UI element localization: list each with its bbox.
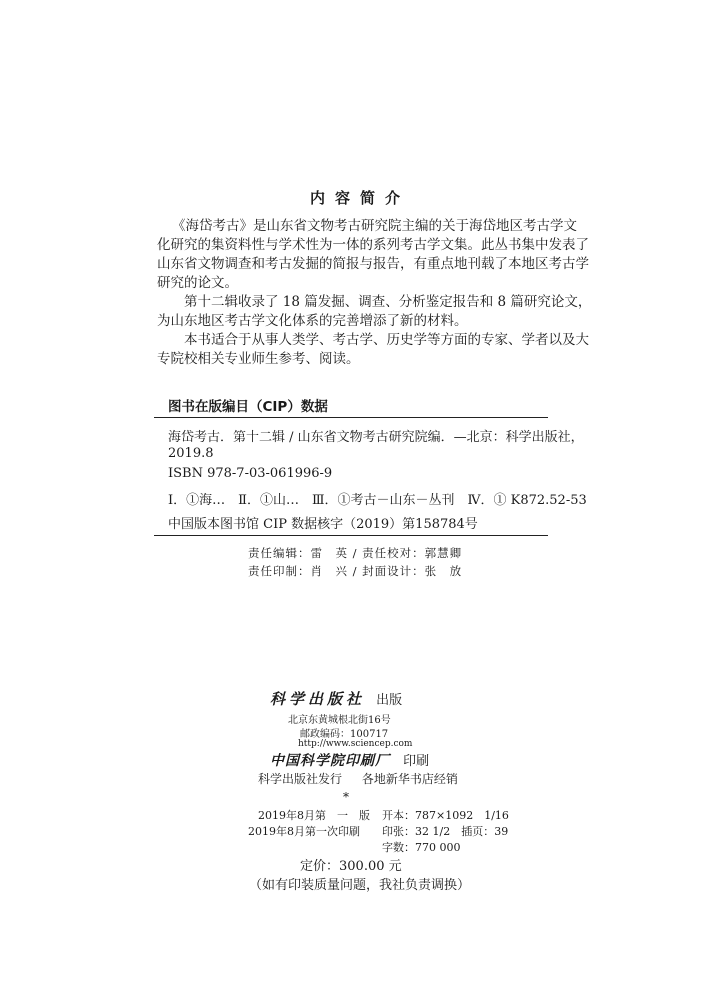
quality-notice: （如有印装质量问题，我社负责调换） [249, 878, 471, 893]
summary-title: 内容简介 [309, 189, 410, 207]
cip-record-number: 中国版本图书馆 CIP 数据核字（2019）第158784号 [168, 517, 478, 532]
price: 定价：300.00 元 [300, 859, 402, 874]
edition-date: 2019年8月第 一 版 [258, 809, 370, 822]
publisher-postcode: 邮政编码：100717 [300, 729, 389, 740]
cip-isbn: ISBN 978-7-03-061996-9 [168, 466, 333, 481]
distribution-seller: 各地新华书店经销 [361, 772, 458, 786]
summary-line: 为山东地区考古学文化体系的完善增添了新的材料。 [157, 313, 468, 329]
summary-line: 山东省文物调查和考古发掘的简报与报告，有重点地刊载了本地区考古学 [157, 256, 589, 272]
separator-star: * [343, 790, 349, 804]
summary-line: 研究的论文。 [157, 275, 238, 291]
summary-line: 化研究的集资料性与学术性为一体的系列考古学文集。此丛书集中发表了 [157, 237, 589, 253]
summary-body [157, 217, 591, 369]
distribution-line [258, 770, 458, 787]
format-size: 开本：787×1092 1/16 [382, 809, 509, 822]
publisher-suffix: 出版 [376, 693, 403, 708]
cip-citation-date: 2019.8 [168, 446, 214, 461]
publisher-address: 北京东黄城根北街16号 [288, 715, 391, 726]
distribution-issuer: 科学出版社发行 [258, 772, 343, 786]
publisher-url: http://www.sciencep.com [298, 739, 413, 749]
publisher-line [270, 688, 402, 709]
summary-line: 本书适合于从事人类学、考古学、历史学等方面的专家、学者以及大 [157, 332, 589, 348]
publisher-name: 科学出版社 [270, 690, 366, 708]
printer-name: 中国科学院印刷厂 [270, 753, 390, 769]
summary-line: 第十二辑收录了 18 篇发掘、调查、分析鉴定报告和 8 篇研究论文， [157, 294, 592, 310]
summary-line: 《海岱考古》是山东省文物考古研究院主编的关于海岱地区考古学文 [172, 218, 577, 234]
cip-title: 图书在版编目（CIP）数据 [168, 399, 328, 415]
printing-date: 2019年8月第一次印刷 [248, 825, 360, 838]
cip-citation-line: 海岱考古．第十二辑 / 山东省文物考古研究院编．—北京：科学出版社， [168, 430, 584, 445]
cip-bottom-rule [154, 535, 548, 536]
cip-top-rule [154, 417, 548, 418]
printer-suffix: 印刷 [403, 754, 430, 769]
sheets-plates: 印张：32 1/2 插页：39 [382, 825, 509, 838]
word-count: 字数：770 000 [382, 841, 461, 854]
cip-classification: Ⅰ．①海… Ⅱ．①山… Ⅲ．①考古－山东－丛刊 Ⅳ．① K872.52-53 [168, 493, 587, 508]
printer-line [270, 750, 429, 770]
summary-line: 专院校相关专业师生参考、阅读。 [157, 351, 360, 367]
staff-credits-line-1: 责任编辑：雷 英 / 责任校对：郭慧卿 [248, 546, 463, 560]
staff-credits-line-2: 责任印制：肖 兴 / 封面设计：张 放 [248, 564, 463, 578]
